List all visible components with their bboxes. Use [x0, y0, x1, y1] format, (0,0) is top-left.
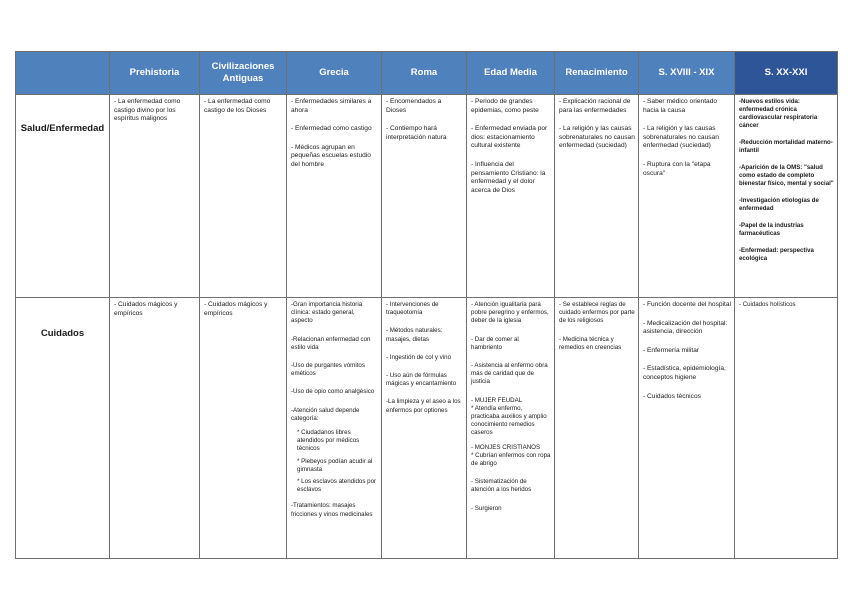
- header-renacimiento: Renacimiento: [555, 52, 639, 95]
- list-item: -Nuevos estilos vida: enfermedad crónica cardiovascular respiratoria cáncer: [739, 98, 818, 129]
- list-item: -Relacionan enfermedad con estilo vida: [291, 335, 371, 351]
- list-item: * Los esclavos atendidos por esclavos: [297, 478, 377, 494]
- header-roma: Roma: [382, 52, 467, 95]
- list-item: - Enfermedades similares a ahora: [291, 98, 372, 114]
- list-item: - Saber médico orientado hacia la causa: [643, 98, 718, 114]
- list-item: - Periodo de grandes epidemias, como peste: [471, 98, 539, 114]
- cell-s-xviii-xix-cuidados: [639, 298, 735, 559]
- list-item: -Papel de la industrias farmacéuticas: [739, 222, 804, 237]
- cell-edad-media-salud: [467, 95, 555, 298]
- header-edad-media: Edad Media: [467, 52, 555, 95]
- header-civilizaciones-antiguas: Civilizaciones Antiguas: [200, 52, 287, 95]
- table-row-cuidados: [16, 298, 838, 559]
- list-item: -Gran importancia historia clínica: estado general, aspecto: [291, 301, 363, 325]
- list-item: - Medicina técnica y remedios en creencias: [559, 335, 622, 351]
- list-item: - Estadística, epidemiología, conceptos higiene: [643, 365, 726, 381]
- list-item: - Ruptura con la "etapa oscura": [643, 160, 711, 177]
- header-s-xx-xxi: S. XX-XXI: [735, 52, 838, 95]
- list-item: -Uso de purgantes vómitos eméticos: [291, 362, 365, 378]
- cell-s-xviii-xix-salud: [639, 95, 735, 298]
- history-table: [15, 51, 838, 559]
- list-item: - Ingestión de col y vino: [386, 353, 452, 361]
- list-item: - Dar de comer al hambriento: [471, 335, 519, 351]
- list-item: -Aparición de la OMS: "salud como estado de completo bienestar físico, mental y social": [739, 164, 834, 187]
- list-item: - Cuidados mágicos y empíricos: [204, 301, 268, 317]
- list-item: - La religión y las causas sobrenaturales no causan enfermedad (suciedad): [559, 125, 635, 150]
- list-item: - La religión y las causas sobrenaturales no causan enfermedad (suciedad): [643, 125, 719, 150]
- list-item: - Uso aún de fórmulas mágicas y encantamiento: [386, 372, 457, 388]
- list-item: - Asistencia al enfermo obra más de caridad que de justicia: [471, 362, 548, 386]
- list-item: - Influencia del pensamiento Cristiano: la enfermedad y el dolor acerca de Dios: [471, 160, 546, 194]
- cell-s-xx-xxi-salud: [735, 95, 838, 298]
- header-row: [16, 52, 838, 95]
- list-item: - Sistematización de atención a los heridos: [471, 478, 532, 494]
- cell-grecia-salud: [287, 95, 382, 298]
- cell-renacimiento-salud: [555, 95, 639, 298]
- list-item: - La enfermedad como castigo divino por los espíritus malignos: [114, 98, 181, 123]
- list-item: - Cuidados holísticos: [739, 301, 796, 308]
- cell-s-xx-xxi-cuidados: [735, 298, 838, 559]
- list-item: -La limpieza y el aseo a los enfermos por optiones: [386, 398, 461, 414]
- header-prehistoria: Prehistoria: [110, 52, 200, 95]
- list-item: -Uso de opio como analgésico: [291, 388, 375, 396]
- table-row-salud-enfermedad: [16, 95, 838, 298]
- cell-prehistoria-salud: [110, 95, 200, 298]
- list-item: - Cuidados técnicos: [643, 392, 701, 400]
- list-item: - Métodos naturales: masajes, dietas: [386, 327, 443, 343]
- list-item: - MUJER FEUDAL * Atendía enfermo, practicaba auxilios y amplio conocimiento remedios caseros: [471, 396, 547, 437]
- list-item: - Cuidados mágicos y empíricos: [114, 301, 178, 317]
- row-label-cuidados: Cuidados: [16, 298, 110, 559]
- list-item: - Atención igualitaria para pobre peregrino y enfermos, deber de la iglesia: [471, 301, 549, 325]
- header-corner: [16, 52, 110, 95]
- list-item: -Tratamientos: masajes fricciones y vinos medicinales: [291, 502, 373, 518]
- list-item: - Enfermedad enviada por dios: estacionamiento cultural existente: [471, 125, 548, 150]
- list-item: - Intervenciones de traqueotomía: [386, 301, 439, 317]
- cell-roma-cuidados: [382, 298, 467, 559]
- cell-roma-salud: [382, 95, 467, 298]
- list-item: - Contiempo hará interpretación natura: [386, 125, 447, 141]
- list-item: * Ciudadanos libres atendidos por médicos técnicos: [297, 429, 360, 453]
- list-item: - La enfermedad como castigo de los Dioses: [204, 98, 271, 114]
- header-grecia: Grecia: [287, 52, 382, 95]
- list-item: - Encomendados a Dioses: [386, 98, 442, 114]
- cell-grecia-cuidados: [287, 298, 382, 559]
- header-s-xviii-xix: S. XVIII - XIX: [639, 52, 735, 95]
- list-item: - MONJES CRISTIANOS * Cubrían enfermos con ropa de abrigo: [471, 443, 551, 468]
- cell-prehistoria-cuidados: [110, 298, 200, 559]
- cell-civilizaciones-salud: [200, 95, 287, 298]
- list-item: -Enfermedad: perspectiva ecológica: [739, 247, 814, 262]
- cell-renacimiento-cuidados: [555, 298, 639, 559]
- row-label-salud-enfermedad: Salud/Enfermedad: [16, 95, 110, 298]
- list-item: - Función docente del hospital: [643, 301, 731, 308]
- list-item: - Enfermería militar: [643, 346, 700, 354]
- list-item: -Reducción mortalidad materno-infantil: [739, 139, 833, 154]
- list-item: -Investigación etiologías de enfermedad: [739, 197, 819, 212]
- list-item: - Enfermedad como castigo: [291, 125, 372, 133]
- list-item: - Medicalización del hospital: asistencia, dirección: [643, 319, 728, 336]
- list-item: - Surgieron: [471, 504, 502, 512]
- cell-edad-media-cuidados: [467, 298, 555, 559]
- list-item: - Se establece reglas de cuidado enfermos por parte de los religiosos: [559, 301, 635, 325]
- list-item: -Atención salud depende categoría:: [291, 406, 360, 422]
- list-item: - Explicación racional de para las enfermedades: [559, 98, 631, 114]
- list-item: - Médicos agrupan en pequeñas escuelas estudio del hombre: [291, 143, 371, 168]
- cell-civilizaciones-cuidados: [200, 298, 287, 559]
- list-item: * Plebeyos podían acudir al gimnasta: [297, 457, 373, 473]
